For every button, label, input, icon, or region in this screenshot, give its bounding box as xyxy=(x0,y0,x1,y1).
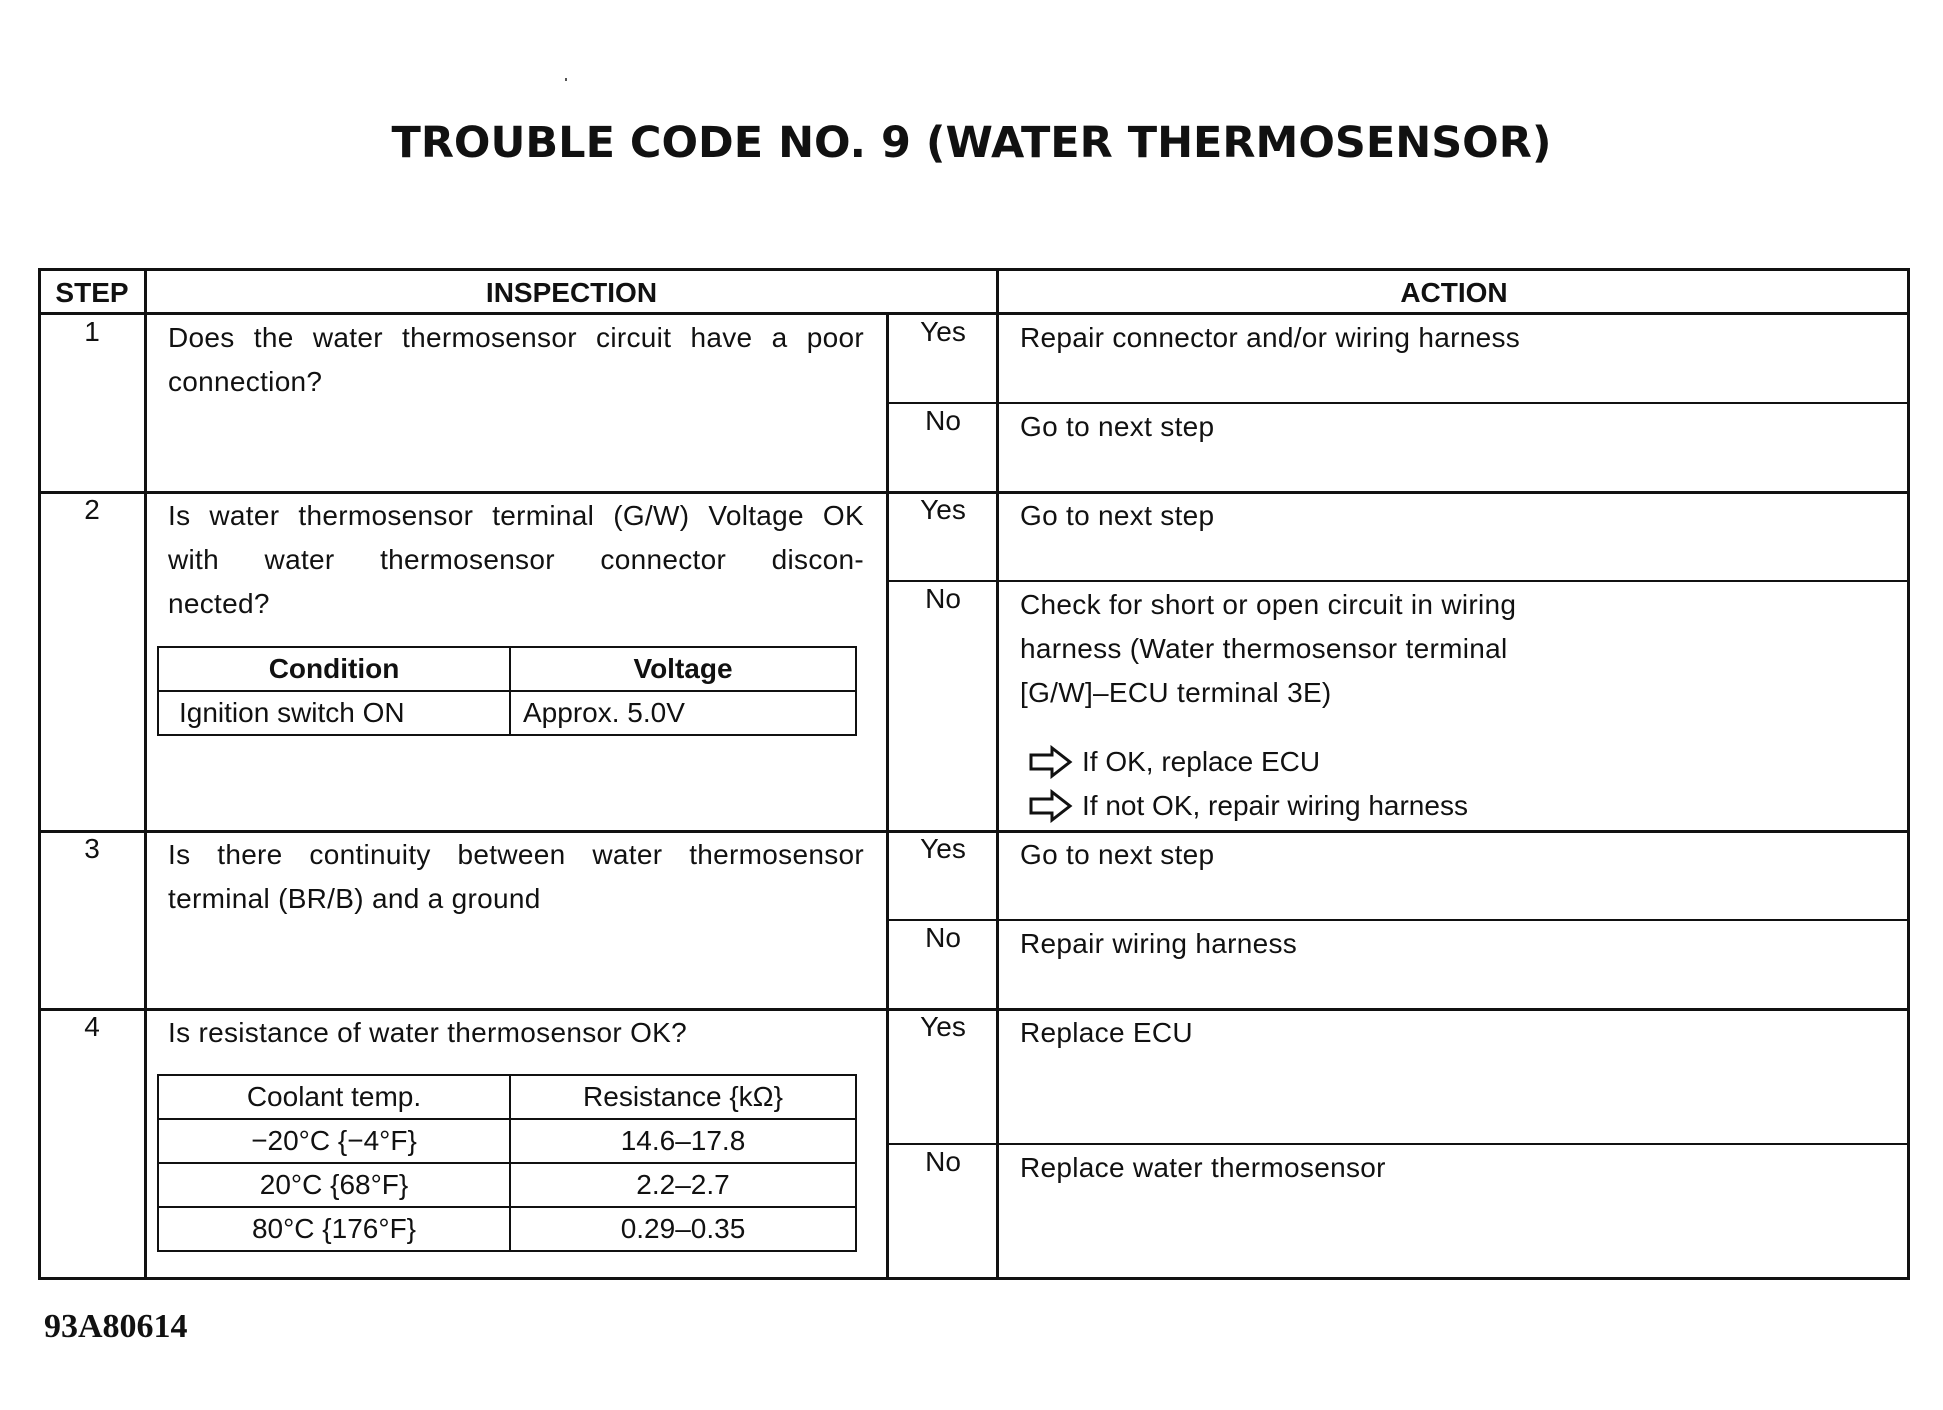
yes-label: Yes xyxy=(920,1011,966,1042)
table-header: Resistance {kΩ} xyxy=(510,1075,856,1119)
yes-action: Replace ECU xyxy=(1020,1017,1193,1048)
table-row xyxy=(158,1119,856,1163)
table-header: Coolant temp. xyxy=(158,1075,510,1119)
no-action: Repair wiring harness xyxy=(1020,928,1298,959)
inspection-text xyxy=(168,833,864,921)
inspection-line: terminal (BR/B) and a ground xyxy=(168,883,541,914)
table-cell: Approx. 5.0V xyxy=(510,691,856,735)
rule-yesno-4 xyxy=(886,1143,1910,1145)
rule-step-col xyxy=(144,268,147,1280)
step-number: 1 xyxy=(84,316,100,347)
inspection-line: Is there continuity between water thermosensor xyxy=(168,839,864,870)
header-step: STEP xyxy=(55,277,129,308)
inspection-line: connection? xyxy=(168,366,323,397)
inspection-text xyxy=(168,494,864,626)
table-cell: Ignition switch ON xyxy=(158,691,510,735)
no-action-line: Check for short or open circuit in wiring xyxy=(1020,589,1517,620)
yes-label: Yes xyxy=(920,833,966,864)
result-ok-text: If OK, replace ECU xyxy=(1082,746,1321,777)
yes-label: Yes xyxy=(920,316,966,347)
table-header: Condition xyxy=(158,647,510,691)
table-row xyxy=(158,1207,856,1251)
inspection-line: Does the water thermosensor circuit have a poor xyxy=(168,322,864,353)
result-ok xyxy=(1028,740,1320,784)
table-row xyxy=(158,691,856,735)
yes-action: Repair connector and/or wiring harness xyxy=(1020,322,1521,353)
no-action: Replace water thermosensor xyxy=(1020,1152,1386,1183)
rule-yesno-3 xyxy=(886,919,1910,921)
no-label: No xyxy=(925,1146,961,1177)
table-header: Voltage xyxy=(510,647,856,691)
inspection-line: Is resistance of water thermosensor OK? xyxy=(168,1017,688,1048)
table-cell: −20°C {−4°F} xyxy=(158,1119,510,1163)
resistance-table xyxy=(157,1074,857,1252)
document-id: 93A80614 xyxy=(44,1308,188,1345)
table-cell: 14.6–17.8 xyxy=(510,1119,856,1163)
scan-speck xyxy=(565,78,567,81)
rule-yesno-1 xyxy=(886,402,1910,404)
no-action-line: harness (Water thermosensor terminal xyxy=(1020,633,1508,664)
inspection-text xyxy=(168,1011,864,1055)
table-cell: 2.2–2.7 xyxy=(510,1163,856,1207)
step-number: 4 xyxy=(84,1011,100,1042)
table-header-row xyxy=(158,1075,856,1119)
step-number: 3 xyxy=(84,833,100,864)
right-arrow-icon xyxy=(1028,745,1074,779)
inspection-line: Is water thermosensor terminal (G/W) Voltage OK xyxy=(168,500,864,531)
table-row xyxy=(158,1163,856,1207)
no-action-line: [G/W]–ECU terminal 3E) xyxy=(1020,677,1332,708)
header-inspection: INSPECTION xyxy=(485,277,658,308)
yes-label: Yes xyxy=(920,494,966,525)
voltage-table xyxy=(157,646,857,736)
table-cell: 80°C {176°F} xyxy=(158,1207,510,1251)
result-not-ok-text: If not OK, repair wiring harness xyxy=(1082,790,1468,821)
rule-yesno-2 xyxy=(886,580,1910,582)
yes-action: Go to next step xyxy=(1020,839,1215,870)
table-cell: 20°C {68°F} xyxy=(158,1163,510,1207)
no-label: No xyxy=(925,583,961,614)
rule-yesno-col xyxy=(886,313,889,1280)
table-cell: 0.29–0.35 xyxy=(510,1207,856,1251)
no-action xyxy=(1020,583,1880,715)
inspection-text xyxy=(168,316,864,404)
no-action: Go to next step xyxy=(1020,411,1215,442)
step-number: 2 xyxy=(84,494,100,525)
header-action: ACTION xyxy=(1400,277,1508,308)
right-arrow-icon xyxy=(1028,789,1074,823)
inspection-line: nected? xyxy=(168,588,270,619)
page-title: TROUBLE CODE NO. 9 (WATER THERMOSENSOR) xyxy=(391,118,1552,168)
no-label: No xyxy=(925,405,961,436)
result-not-ok xyxy=(1028,784,1468,828)
inspection-line: with water thermosensor connector discon- xyxy=(168,544,864,575)
no-label: No xyxy=(925,922,961,953)
yes-action: Go to next step xyxy=(1020,500,1215,531)
table-header-row xyxy=(158,647,856,691)
